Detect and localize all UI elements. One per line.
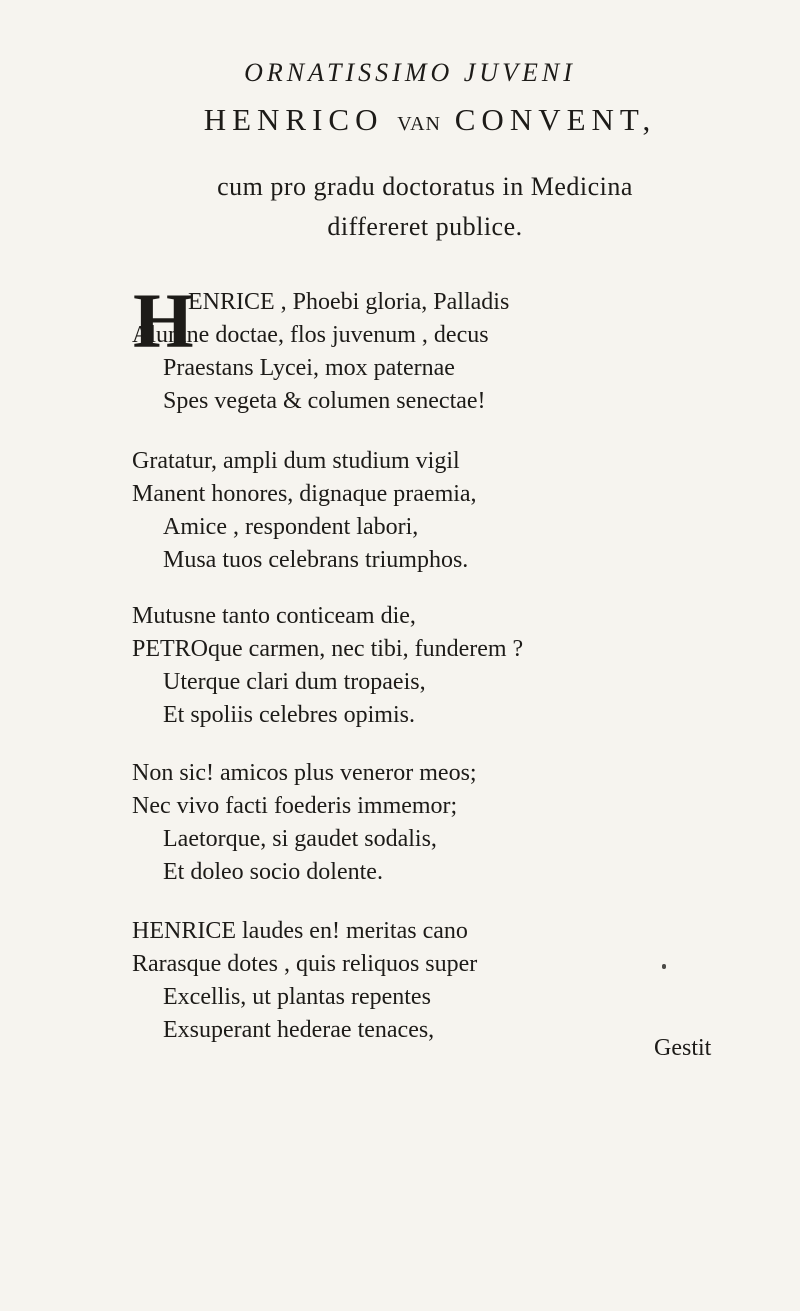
recipient-last-name: CONVENT, — [454, 102, 657, 137]
recipient-name — [150, 102, 710, 138]
poem-line: PETROque carmen, nec tibi, funderem ? — [132, 636, 524, 662]
poem-line: Musa tuos celebrans triumphos. — [163, 547, 469, 573]
poem-line: Laetorque, si gaudet sodalis, — [163, 826, 437, 852]
catchword: Gestit — [654, 1035, 712, 1061]
drop-cap-initial: H — [133, 277, 194, 364]
poem-line: Manent honores, dignaque praemia, — [132, 481, 477, 507]
poem-line: Amice , respondent labori, — [163, 514, 419, 540]
poem-line: Nec vivo facti foederis immemor; — [132, 793, 458, 819]
recipient-name-particle: VAN — [397, 113, 441, 135]
poem-line: Alumne doctae, flos juvenum , decus — [132, 322, 489, 348]
poem-line: Exsuperant hederae tenaces, — [163, 1017, 435, 1043]
poem-line: Non sic! amicos plus veneror meos; — [132, 760, 477, 786]
poem-line: Praestans Lycei, mox paternae — [163, 355, 455, 381]
ink-speck — [662, 964, 666, 969]
poem-line: ENRICE , Phoebi gloria, Palladis — [188, 289, 510, 315]
occasion-subtitle — [120, 167, 730, 247]
poem-line: HENRICE laudes en! meritas cano — [132, 918, 468, 944]
occasion-line-1: cum pro gradu doctoratus in Medicina — [217, 172, 633, 201]
poem-line: Uterque clari dum tropaeis, — [163, 669, 426, 695]
occasion-line-2: differeret publice. — [327, 212, 523, 241]
poem-line: Et doleo socio dolente. — [163, 859, 383, 885]
poem-line: Rarasque dotes , quis reliquos super — [132, 951, 478, 977]
recipient-first-name: HENRICO — [203, 102, 384, 137]
poem-line: Gratatur, ampli dum studium vigil — [132, 448, 460, 474]
poem-line: Mutusne tanto conticeam die, — [132, 603, 416, 629]
poem-line: Et spoliis celebres opimis. — [163, 702, 415, 728]
poem-line: Spes vegeta & columen senectae! — [163, 388, 486, 414]
poem-line: Excellis, ut plantas repentes — [163, 984, 431, 1010]
dedication-heading: ORNATISSIMO JUVENI — [244, 58, 576, 87]
